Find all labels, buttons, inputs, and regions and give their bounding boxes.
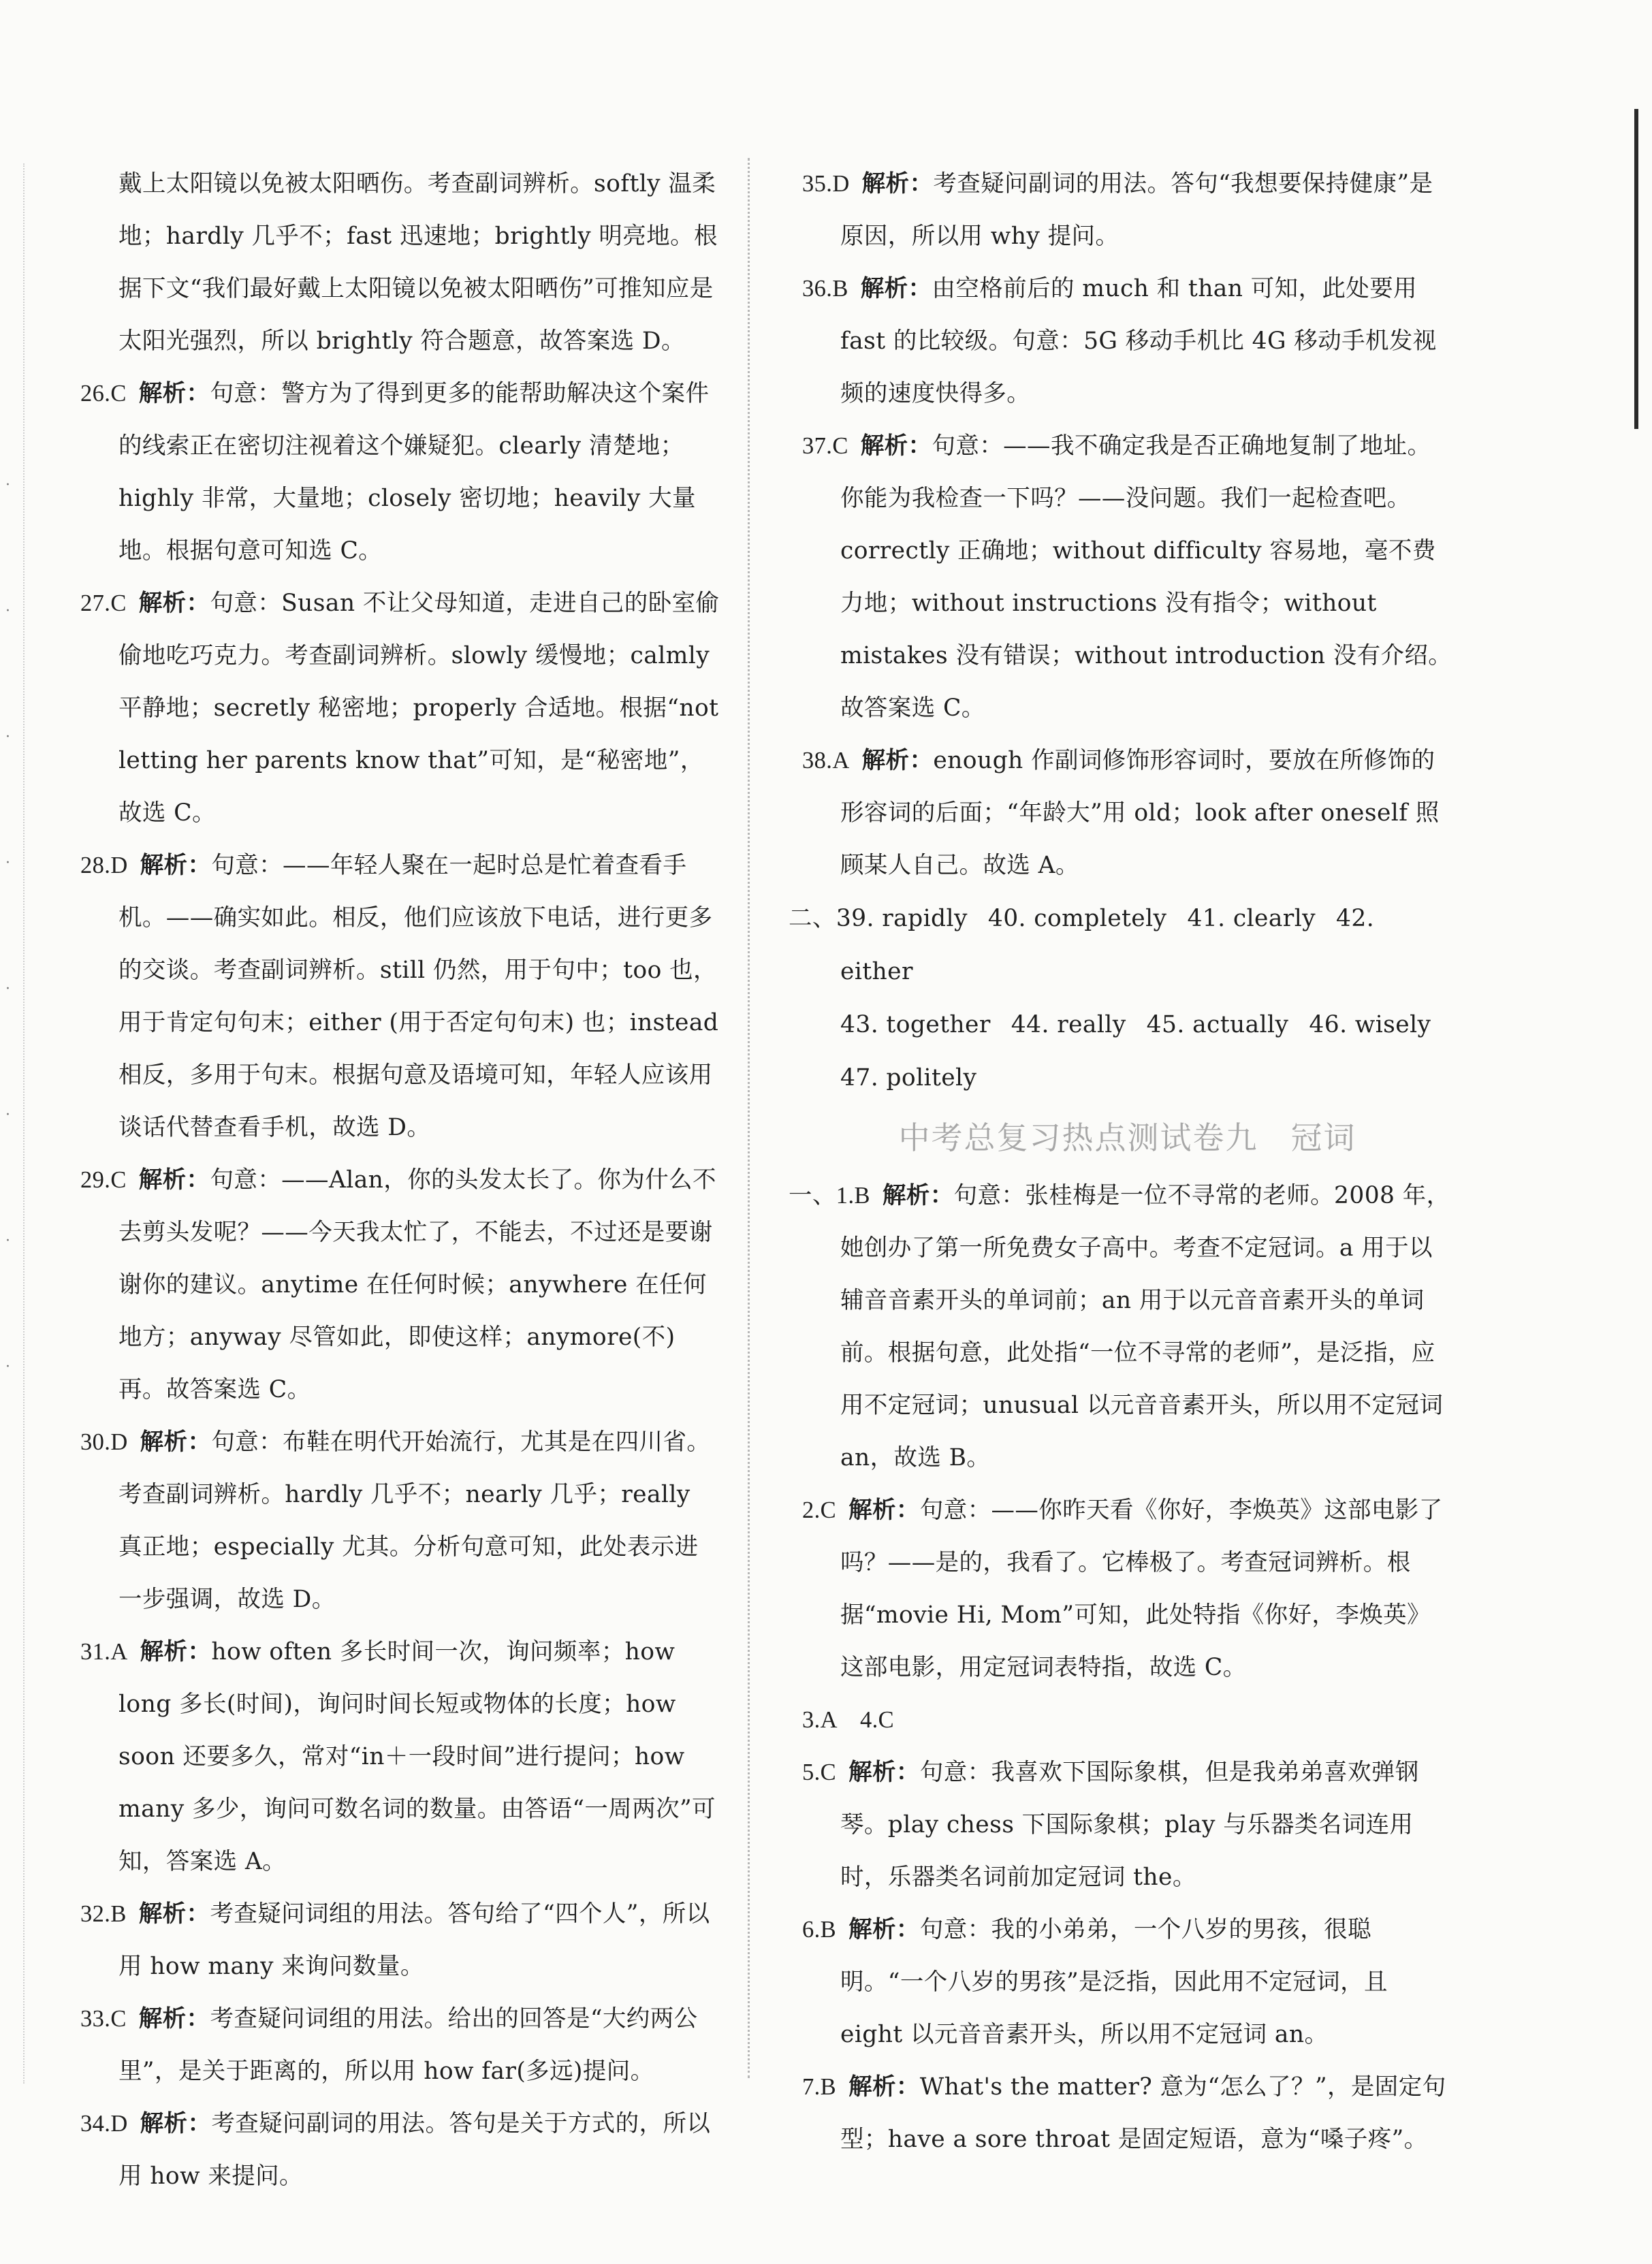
analysis-label: 解析： [140, 2110, 212, 2137]
answer-number: 26.C [80, 381, 127, 406]
answer-number: 35.D [802, 171, 850, 197]
answer-text: 句意：——年轻人聚在一起时总是忙着查看手机。——确实如此。相反，他们应该放下电话，进行更多的交谈。考查副词辨析。still 仍然，用于句中；too 也，用于肯定句句末；either (用于否定句句末) 也；instead 相反，多用于句末。根据句意及语境可知，年轻人应该用谈话代替查看手机，故选 D。 [118, 852, 719, 1141]
page-binding-right-edge [1634, 109, 1638, 429]
answer-text: 考查疑问词组的用法。给出的回答是“大约两公里”，是关于距离的，所以用 how far(多远)提问。 [118, 2005, 698, 2085]
analysis-label: 解析： [138, 1166, 210, 1194]
answer-number: 29.C [80, 1167, 127, 1193]
answer-text: 句意：警方为了得到更多的能帮助解决这个案件的线索正在密切注视着这个嫌疑犯。clearly 清楚地；highly 非常，大量地；closely 密切地；heavily 大量地。根据句意可知选 C。 [118, 380, 710, 564]
answer-28 [80, 840, 720, 1154]
answer-article-2 [802, 1484, 1452, 1694]
answer-article-5 [802, 1747, 1452, 1904]
answer-article-6 [802, 1904, 1452, 2061]
analysis-label: 解析： [848, 1916, 920, 1943]
answer-text: 戴上太阳镜以免被太阳晒伤。考查副词辨析。softly 温柔地；hardly 几乎不；fast 迅速地；brightly 明亮地。根据下文“我们最好戴上太阳镜以免被太阳晒伤”可推知应是太阳光强烈，所以 brightly 符合题意，故答案选 D。 [118, 170, 718, 355]
analysis-label: 解析： [138, 2005, 210, 2032]
analysis-label: 解析： [848, 1759, 920, 1786]
answer-number: 27.C [80, 590, 127, 616]
analysis-label: 解析： [860, 275, 932, 302]
answer-42: 42. either [840, 905, 1375, 985]
answer-38 [802, 735, 1452, 892]
answer-36 [802, 263, 1452, 420]
answer-number: 7.B [802, 2074, 837, 2100]
answer-number: 37.C [802, 433, 848, 459]
answer-45: 45. actually [1146, 1011, 1289, 1038]
column-divider [748, 158, 750, 2078]
answer-text: 句意：——你昨天看《你好，李焕英》这部电影了吗？——是的，我看了。它棒极了。考查冠词辨析。根据“movie Hi, Mom”可知，此处特指《你好，李焕英》这部电影，用定冠词表特指，故选 C。 [840, 1497, 1443, 1681]
answer-number: 30.D [80, 1429, 128, 1455]
answer-text: 考查疑问副词的用法。答句“我想要保持健康”是原因，所以用 why 提问。 [840, 170, 1433, 250]
analysis-label: 解析： [138, 1900, 210, 1928]
analysis-label: 解析： [861, 747, 934, 774]
page-fold-left-edge [23, 163, 25, 2084]
answer-number: 38.A [802, 748, 850, 774]
margin-bleed-marks: · · · · · · · · [5, 477, 10, 1375]
section-title: 中考总复习热点测试卷九 冠词 [898, 1119, 1356, 1156]
analysis-label: 解析： [138, 590, 210, 617]
analysis-label: 解析： [140, 1638, 212, 1665]
answer-47: 47. politely [840, 1064, 977, 1091]
answer-text: 考查疑问词组的用法。答句给了“四个人”，所以用 how many 来询问数量。 [118, 1900, 710, 1980]
answer-text: 由空格前后的 much 和 than 可知，此处要用 fast 的比较级。句意：5G 移动手机比 4G 移动手机发视频的速度快得多。 [840, 275, 1437, 407]
answer-40: 40. completely [987, 905, 1167, 932]
answer-37 [802, 420, 1452, 735]
analysis-label: 解析： [860, 432, 932, 460]
left-column [80, 158, 720, 2203]
answer-text: enough 作副词修饰形容词时，要放在所修饰的形容词的后面；“年龄大”用 old；look after oneself 照顾某人自己。故选 A。 [840, 747, 1440, 879]
answer-number: 一、1.B [789, 1183, 870, 1209]
answer-number: 5.C [802, 1759, 837, 1785]
analysis-label: 解析： [882, 1182, 954, 1209]
section-two-answers [789, 892, 1452, 1104]
answer-text: 句意：我的小弟弟，一个八岁的男孩，很聪明。“一个八岁的男孩”是泛指，因此用不定冠词，且 eight 以元音音素开头，所以用不定冠词 an。 [840, 1916, 1388, 2048]
analysis-label: 解析： [861, 170, 934, 197]
answer-number: 28.D [80, 852, 128, 878]
answer-text: What's the matter? 意为“怎么了？”，是固定句型；have a sore throat 是固定短语，意为“嗓子疼”。 [840, 2073, 1446, 2153]
answer-number: 6.B [802, 1917, 837, 1943]
answer-29 [80, 1154, 720, 1416]
answer-31 [80, 1626, 720, 1888]
answer-33 [80, 1993, 720, 2098]
answer-39: 39. rapidly [836, 905, 968, 932]
answer-number: 36.B [802, 276, 848, 302]
answer-article-7 [802, 2061, 1452, 2166]
answer-number: 34.D [80, 2111, 128, 2137]
analysis-label: 解析： [140, 852, 212, 879]
answer-26 [80, 368, 720, 577]
answer-text: 句意：——Alan，你的头发太长了。你为什么不去剪头发呢？——今天我太忙了，不能去，不过还是要谢谢你的建议。anytime 在任何时候；anywhere 在任何地方；anyway 尽管如此，即使这样；anymore(不)再。故答案选 C。 [118, 1166, 716, 1403]
analysis-label: 解析： [848, 2073, 920, 2101]
answer-32 [80, 1888, 720, 1993]
answer-30 [80, 1416, 720, 1626]
analysis-label: 解析： [138, 380, 210, 407]
answer-article-3-4 [802, 1694, 1452, 1747]
answer-number: 31.A [80, 1639, 128, 1665]
answer-46: 46. wisely [1309, 1011, 1431, 1038]
answer-text: 句意：布鞋在明代开始流行，尤其是在四川省。考查副词辨析。hardly 几乎不；nearly 几乎；really 真正地；especially 尤其。分析句意可知，此处表示进一步强调，故选 D。 [118, 1429, 711, 1613]
answer-text: 句意：——我不确定我是否正确地复制了地址。你能为我检查一下吗？——没问题。我们一起检查吧。correctly 正确地；without difficulty 容易地，毫不费力地；without instructions 没有指令；without mistakes 没有错误；without introduction 没有介绍。故答案选 C。 [840, 432, 1452, 722]
answer-text: 考查疑问副词的用法。答句是关于方式的，所以用 how 来提问。 [118, 2110, 711, 2190]
right-column [789, 158, 1452, 2166]
answer-text: 句意：Susan 不让父母知道，走进自己的卧室偷偷地吃巧克力。考查副词辨析。slowly 缓慢地；calmly 平静地；secretly 秘密地；properly 合适地。根据“not letting her parents know that”可知，是“秘密地”，故选 C。 [118, 590, 720, 827]
answer-35 [802, 158, 1452, 263]
answer-article-1 [789, 1170, 1452, 1484]
answer-44: 44. really [1011, 1011, 1126, 1038]
answer-27 [80, 577, 720, 840]
answer-41: 41. clearly [1187, 905, 1316, 932]
answer-43: 43. together [840, 1011, 991, 1038]
analysis-label: 解析： [848, 1497, 920, 1524]
answer-25-continued [80, 158, 720, 368]
answer-number: 32.B [80, 1901, 127, 1927]
section-two-prefix: 二、 [789, 905, 836, 932]
answer-34 [80, 2098, 720, 2203]
answer-text: how often 多长时间一次，询问频率；how long 多长(时间)，询问时间长短或物体的长度；how soon 还要多久，常对“in＋一段时间”进行提问；how many 多少，询问可数名词的数量。由答语“一周两次”可知，答案选 A。 [118, 1638, 716, 1875]
answer-number: 3.A 4.C [802, 1707, 895, 1733]
answer-number: 33.C [80, 2006, 127, 2032]
answer-text: 句意：张桂梅是一位不寻常的老师。2008 年，她创办了第一所免费女子高中。考查不定冠词。a 用于以辅音音素开头的单词前；an 用于以元音音素开头的单词前。根据句意，此处指“一位不寻常的老师”，是泛指，应用不定冠词；unusual 以元音音素开头，所以用不定冠词 an，故选 B。 [840, 1182, 1450, 1471]
answer-number: 2.C [802, 1497, 837, 1523]
answer-text: 句意：我喜欢下国际象棋，但是我弟弟喜欢弹钢琴。play chess 下国际象棋；play 与乐器类名词连用时，乐器类名词前加定冠词 the。 [840, 1759, 1419, 1891]
analysis-label: 解析： [140, 1429, 212, 1456]
